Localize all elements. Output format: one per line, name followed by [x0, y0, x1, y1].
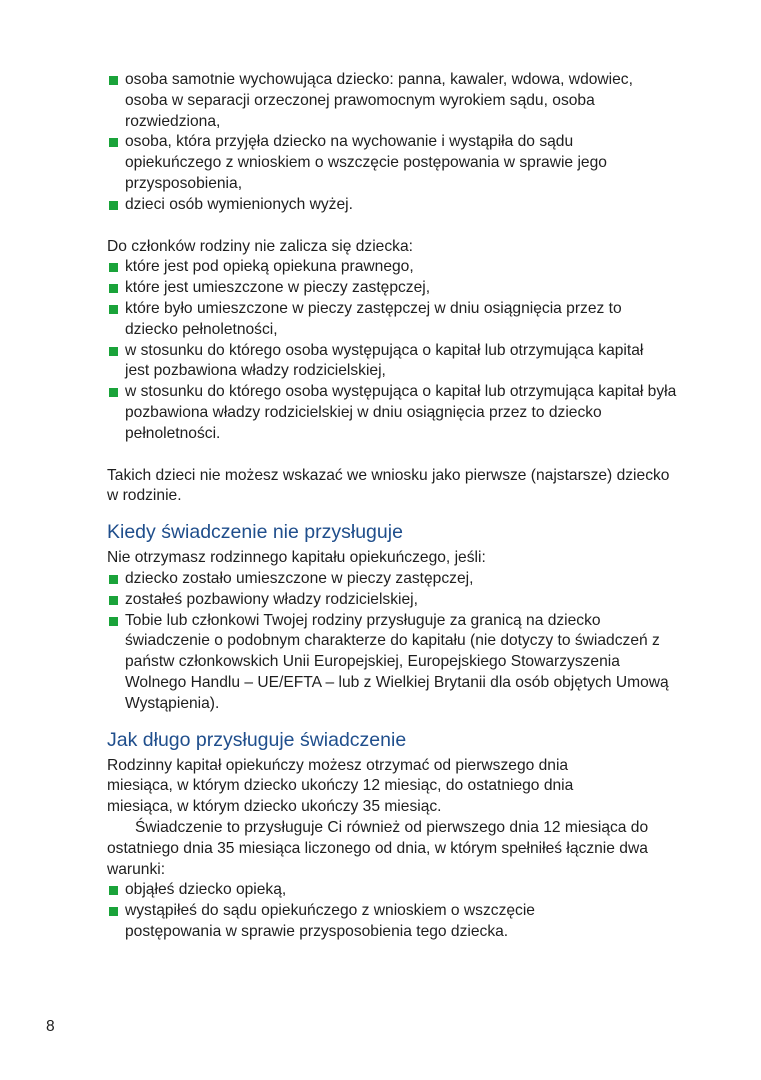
section-heading-how-long: Jak długo przysługuje świadczenie [107, 728, 407, 751]
square-bullet-icon [109, 617, 118, 626]
excluded-intro: Do członków rodziny nie zalicza się dziecka: [107, 237, 413, 255]
family-members-list [107, 70, 677, 216]
page-content [107, 70, 677, 943]
page-number: 8 [46, 1018, 55, 1035]
list-item: które jest pod opieką opiekuna prawnego, [107, 257, 677, 278]
square-bullet-icon [109, 575, 118, 584]
when-not-intro: Nie otrzymasz rodzinnego kapitału opiekuńczego, jeśli: [107, 549, 486, 567]
square-bullet-icon [109, 347, 118, 356]
list-item: dzieci osób wymienionych wyżej. [107, 195, 677, 216]
list-item: które jest umieszczone w pieczy zastępczej, [107, 278, 677, 299]
list-item: zostałeś pozbawiony władzy rodzicielskiej, [107, 590, 677, 611]
list-item: w stosunku do którego osoba występująca o kapitał lub otrzymująca kapitał jest pozbawiona władzy rodzicielskiej, [107, 341, 677, 383]
list-item: osoba, która przyjęła dziecko na wychowanie i wystąpiła do sądu opiekuńczego z wnioskiem o wszczęcie postępowania w sprawie jego przysposobienia, [107, 132, 677, 194]
square-bullet-icon [109, 305, 118, 314]
how-long-list [107, 880, 677, 942]
square-bullet-icon [109, 201, 118, 210]
list-item: które było umieszczone w pieczy zastępczej w dniu osiągnięcia przez to dziecko pełnoletności, [107, 299, 677, 341]
excluded-note: Takich dzieci nie możesz wskazać we wniosku jako pierwsze (najstarsze) dziecko w rodzinie. [107, 466, 670, 505]
square-bullet-icon [109, 596, 118, 605]
list-item: dziecko zostało umieszczone w pieczy zastępczej, [107, 569, 677, 590]
section-heading-when-not: Kiedy świadczenie nie przysługuje [107, 521, 403, 544]
list-item: wystąpiłeś do sądu opiekuńczego z wnioskiem o wszczęcie postępowania w sprawie przysposobienia tego dziecka. [107, 901, 677, 943]
how-long-paragraph-1: Rodzinny kapitał opiekuńczy możesz otrzymać od pierwszego dnia miesiąca, w którym dziecko ukończy 12 miesiąc, do ostatniego dnia miesiąca, w którym dziecko ukończy 35 miesiąc. [107, 756, 574, 816]
square-bullet-icon [109, 138, 118, 147]
square-bullet-icon [109, 263, 118, 272]
square-bullet-icon [109, 886, 118, 895]
when-not-list [107, 569, 677, 715]
excluded-list [107, 257, 677, 444]
list-item: osoba samotnie wychowująca dziecko: panna, kawaler, wdowa, wdowiec, osoba w separacji orzeczonej prawomocnym wyrokiem sądu, osoba rozwiedziona, [107, 70, 677, 132]
how-long-paragraph-2: Świadczenie to przysługuje Ci również od pierwszego dnia 12 miesiąca do ostatniego dnia 35 miesiąca liczonego od dnia, w którym spełniłeś łącznie dwa warunki: [107, 818, 649, 878]
list-item: objąłeś dziecko opieką, [107, 880, 677, 901]
square-bullet-icon [109, 388, 118, 397]
square-bullet-icon [109, 907, 118, 916]
list-item: Tobie lub członkowi Twojej rodziny przysługuje za granicą na dziecko świadczenie o podobnym charakterze do kapitału (nie dotyczy to świadczeń z państw członkowskich Unii Europejskiej, Europejskiego Stowarzyszenia Wolnego Handlu – UE/EFTA – lub z Wielkiej Brytanii dla osób objętych Umową Wystąpienia). [107, 611, 677, 715]
square-bullet-icon [109, 76, 118, 85]
list-item: w stosunku do którego osoba występująca o kapitał lub otrzymująca kapitał była pozbawiona władzy rodzicielskiej w dniu osiągnięcia przez to dziecko pełnoletności. [107, 382, 677, 444]
square-bullet-icon [109, 284, 118, 293]
